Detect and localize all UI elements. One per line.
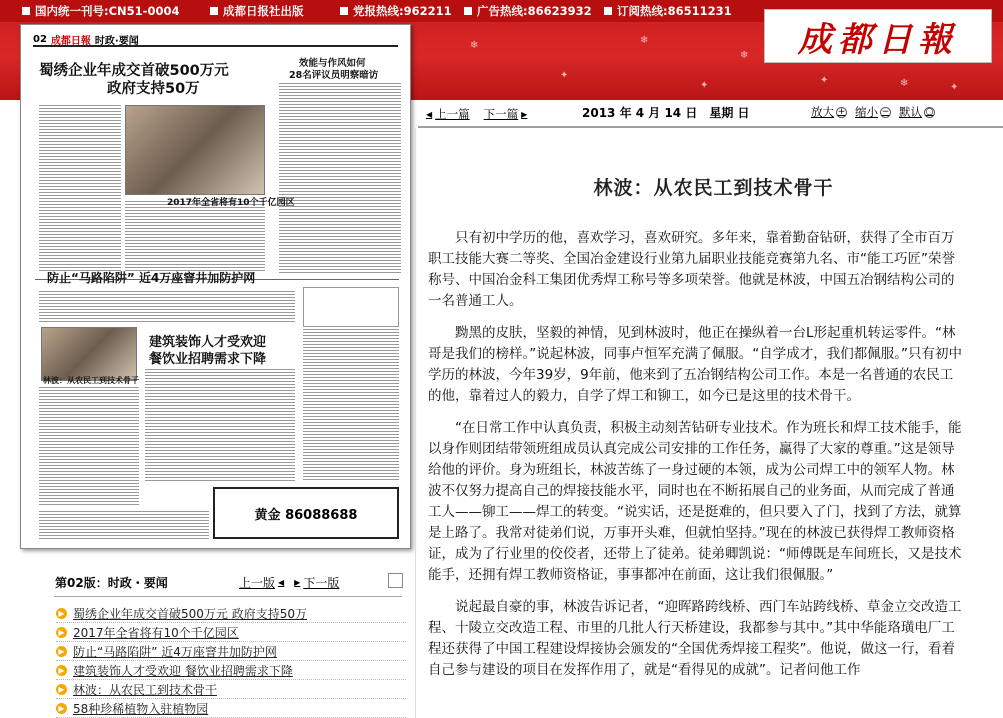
- zoom-default-button[interactable]: 默认 ○: [899, 105, 934, 119]
- topbar-item: 成都日报社出版: [210, 3, 340, 19]
- square-icon: [210, 7, 218, 15]
- page-info-bar: [55, 574, 401, 591]
- paper-page-number: 02: [33, 33, 47, 45]
- paper-text-block: [145, 369, 295, 481]
- issue-date: 2013 年 4 月 14 日 星期 日: [582, 106, 750, 120]
- square-icon: [464, 7, 472, 15]
- square-icon: [22, 7, 30, 15]
- topbar-item: 国内统一刊号:CN51-0004: [22, 3, 210, 19]
- arrow-bullet-icon: ▶: [56, 608, 67, 619]
- paper-brand: 成都日報: [50, 35, 91, 47]
- list-item[interactable]: ▶ 蜀绣企业年成交首破500万元 政府支持50万: [56, 604, 406, 623]
- minus-icon: −: [881, 106, 890, 117]
- zoom-in-button[interactable]: 放大 +: [811, 105, 846, 119]
- article-title: 林波：从农民工到技术骨干: [593, 177, 834, 199]
- paper-headline[interactable]: 效能与作风如何: [299, 58, 366, 69]
- column-divider: [415, 128, 416, 718]
- arrow-bullet-icon: ▶: [56, 684, 67, 695]
- topbar-item: 订阅热线:86511231: [604, 3, 732, 19]
- article-paragraph: 黝黑的皮肤，坚毅的神情，见到林波时，他正在操纵着一台L形起重机转运零件。“林哥是我们的榜样。”说起林波，同事卢恒军充满了佩服。“自学成才，我们都佩服。”只有初中学历的林波，今年39岁，9年前，他来到了五冶钢结构公司工作。本是一名普通的农民工的他，靠着过人的毅力，自学了焊工和铆工，如今已是这里的技术骨干。: [428, 325, 962, 404]
- triangle-left-icon: ◀: [278, 578, 285, 587]
- next-article-link[interactable]: 下一篇 ▶: [483, 107, 528, 121]
- zoom-controls: [811, 104, 935, 120]
- paper-text-block: [39, 387, 139, 505]
- paper-headline[interactable]: 政府支持50万: [107, 81, 200, 97]
- article-list: [56, 604, 406, 718]
- list-item[interactable]: ▶ 2017年全省将有10个千亿园区: [56, 623, 406, 642]
- triangle-right-icon: ▶: [294, 578, 301, 587]
- paper-headline[interactable]: 建筑装饰人才受欢迎: [149, 335, 267, 350]
- list-item[interactable]: ▶ 防止“马路陷阱” 近4万座窨井加防护网: [56, 642, 406, 661]
- paper-headline[interactable]: 防止“马路陷阱” 近4万座窨井加防护网: [47, 271, 256, 285]
- arrow-bullet-icon: ▶: [56, 627, 67, 638]
- paper-headline[interactable]: 餐饮业招聘需求下降: [149, 352, 267, 367]
- article-paragraph: 说起最自豪的事，林波告诉记者，“迎晖路跨线桥、西门车站跨线桥、草金立交改造工程、十陵立交改造工程、市里的几批人行天桥建设，我都参与其中。”其中华能珞璜电厂工程还获得了中国工程建设焊接协会颁发的“全国优秀焊接工程奖”。他说，做这一行，看着自己参与建设的项目在发挥作用了，就是“看得见的成就”。记者问他工作: [428, 599, 962, 678]
- article-paragraph: “在日常工作中认真负责，积极主动刻苦钻研专业技术。作为班长和焊工技术能手，能以身作则团结带领班组成员认真完成公司安排的工作任务，赢得了大家的尊重。”这是领导给他的评价。身为班组长，林波苦练了一身过硬的本领，成为公司焊工中的领军人物。林波不仅努力提高自己的焊接技能水平，同时也在不断拓展自己的业务面，从而完成了普通工人——铆工——焊工的转变。“说实话，还是挺难的，但只要入了门，找到了方法，就算是上路了。我常对徒弟们说，万事开头难，但就怕坚持。”现在的林波已获得焊工教师资格证，成为了行业里的佼佼者，还带上了徒弟。徒弟卿凯说：“师傅既是车间班长，又是技术能手，还拥有焊工教师资格证，事事都冲在前面，这让我们很佩服。”: [428, 420, 962, 583]
- paper-advertisement: 黄金 86088688: [213, 487, 399, 539]
- topbar-item: 广告热线:86623932: [464, 3, 604, 19]
- zoom-out-button[interactable]: 缩小 −: [855, 105, 890, 119]
- list-item[interactable]: ▶ 建筑装饰人才受欢迎 餐饮业招聘需求下降: [56, 661, 406, 680]
- prev-page-link[interactable]: 上一版 ◀: [239, 576, 285, 590]
- list-item[interactable]: ▶ 林波：从农民工到技术骨干: [56, 680, 406, 699]
- paper-headline[interactable]: 蜀绣企业年成交首破500万元: [39, 63, 229, 79]
- paper-text-block: [39, 291, 295, 323]
- paper-section: 时政·要闻: [94, 35, 139, 47]
- article-body: [428, 228, 962, 692]
- paper-caption[interactable]: 林波：从农民工到技术骨干: [43, 376, 139, 385]
- topbar-item: 党报热线:962211: [340, 3, 464, 19]
- plus-icon: +: [837, 106, 846, 117]
- nav-underline: [418, 126, 1003, 128]
- arrow-bullet-icon: ▶: [56, 646, 67, 657]
- paper-photo: [125, 105, 265, 195]
- arrow-bullet-icon: ▶: [56, 665, 67, 676]
- triangle-right-icon: ▶: [521, 109, 528, 119]
- paper-headline[interactable]: 28名评议员明察暗访: [289, 70, 379, 81]
- triangle-left-icon: ◀: [426, 109, 433, 119]
- prev-article-link[interactable]: ◀ 上一篇: [426, 107, 470, 121]
- square-icon: [604, 7, 612, 15]
- square-icon: [340, 7, 348, 15]
- paper-headline[interactable]: 2017年全省将有10个千亿园区: [167, 198, 295, 208]
- paper-text-block: [39, 511, 209, 541]
- page-section-label: 第02版：时政・要闻: [55, 576, 168, 590]
- arrow-bullet-icon: ▶: [56, 703, 67, 714]
- header-banner: ❄ ✦ ❄ ✦ ❄ ✦ ❄ ✦ 国内统一刊号:CN51-0004 成都日报社出版 党报热线:962211 广告热线:86623932 订阅热线:86511231 成都日報: [0, 0, 1003, 100]
- paper-page-header: [33, 33, 398, 47]
- newspaper-logo: 成都日報: [765, 10, 991, 62]
- paper-text-block: [125, 201, 265, 273]
- article-paragraph: 只有初中学历的他，喜欢学习，喜欢研究。多年来，靠着勤奋钻研，获得了全市百万职工技能大赛二等奖、全国冶金建设行业第九届职业技能竞赛第九名、市“能工巧匠”荣誉称号、中国冶金科工集团优秀焊工称号等多项荣誉。他就是林波，中国五冶钢结构公司的一名普通工人。: [428, 230, 955, 309]
- page-select-box[interactable]: [388, 573, 403, 588]
- paper-text-block: [303, 329, 399, 481]
- reset-icon: ○: [925, 106, 934, 117]
- next-page-link[interactable]: ▶ 下一版: [294, 576, 340, 590]
- paper-text-block: [279, 83, 401, 273]
- page-info-divider: [54, 596, 402, 597]
- paper-photo: [41, 327, 137, 381]
- paper-text-block: [39, 105, 121, 273]
- list-item[interactable]: ▶ 58种珍稀植物入驻植物园: [56, 699, 406, 718]
- newspaper-page-thumbnail[interactable]: [20, 24, 411, 549]
- paper-graphic: [303, 287, 399, 327]
